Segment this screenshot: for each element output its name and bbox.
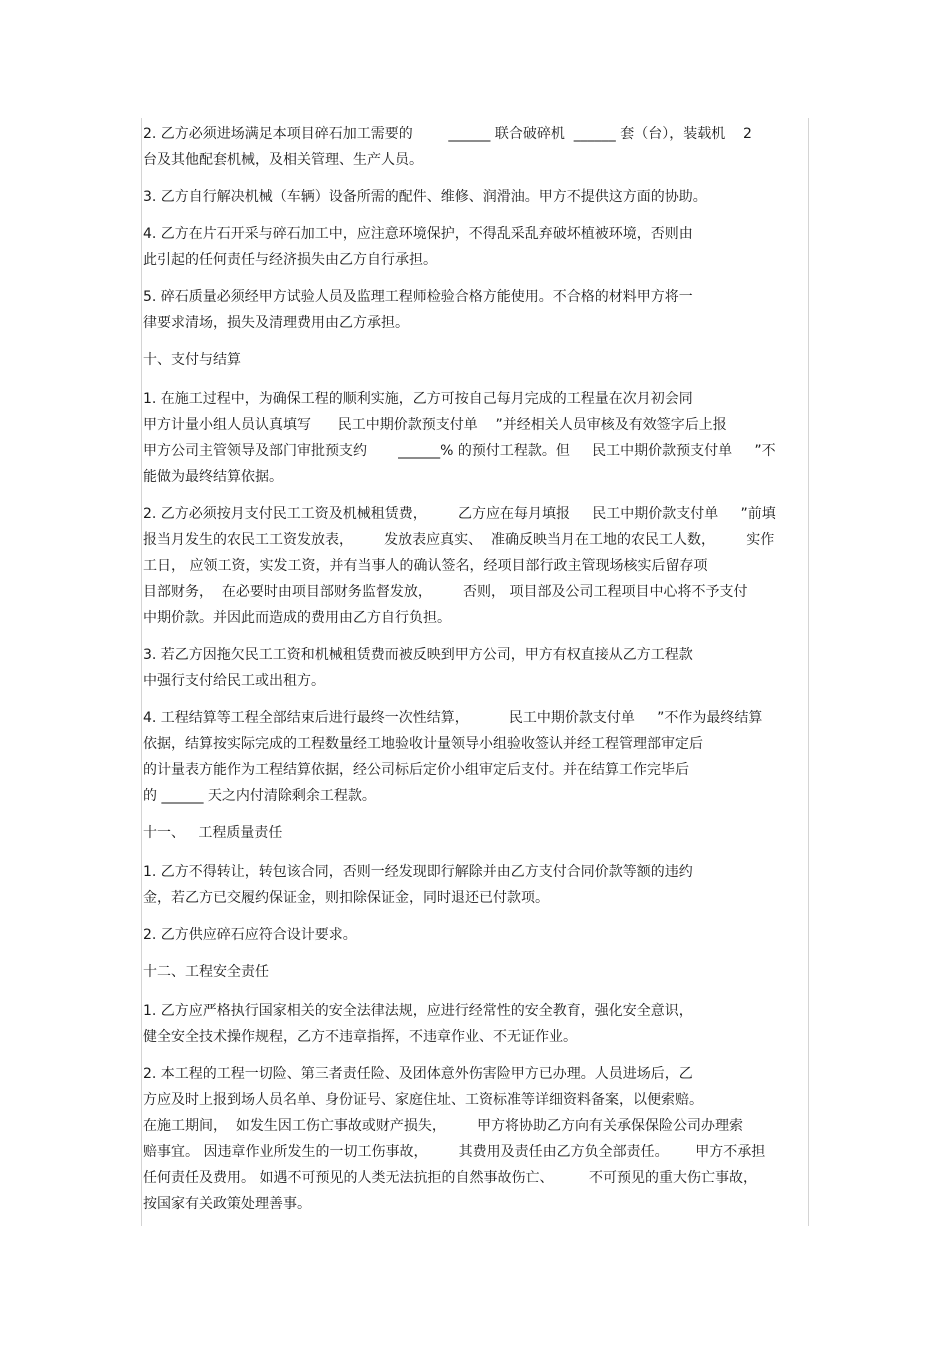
text-line: 报当月发生的农民工工资发放表， 发放表应真实、 准确反映当月在工地的农民工人数， 实作 [143,532,775,548]
clause-paragraph [143,705,805,809]
text-line: 4. 工程结算等工程全部结束后进行最终一次性结算， 民工中期价款支付单 ”不作为最终结算 [143,710,763,726]
clause-paragraph [143,642,805,694]
section-heading [143,347,805,373]
text-line: 任何责任及费用。 如遇不可预见的人类无法抗拒的自然事故伤亡、 不可预见的重大伤亡事故， [143,1170,758,1186]
document-body [143,121,805,1228]
text-line: 健全安全技术操作规程，乙方不违章指挥，不违章作业、不无证作业。 [143,1029,577,1045]
text-line: 金，若乙方已交履约保证金，则扣除保证金，同时退还已付款项。 [143,890,549,906]
section-heading [143,959,805,985]
text-line: 2. 乙方必须进场满足本项目碎石加工需要的 ______ 联合破碎机 ______ 套（台），装载机 2 [143,126,752,142]
text-line: 2. 乙方必须按月支付民工工资及机械租赁费， 乙方应在每月填报 民工中期价款支付单 ”前填 [143,506,776,522]
section-heading [143,820,805,846]
clause-paragraph [143,121,805,173]
text-line: 依据，结算按实际完成的工程数量经工地验收计量领导小组验收签认并经工程管理部审定后 [143,736,703,752]
clause-paragraph [143,859,805,911]
text-line: 工日， 应领工资，实发工资，并有当事人的确认签名，经项目部行政主管现场核实后留存项 [143,558,708,574]
text-line: 台及其他配套机械，及相关管理、生产人员。 [143,152,423,168]
text-line: 律要求清场，损失及清理费用由乙方承担。 [143,315,409,331]
text-line: 目部财务， 在必要时由项目部财务监督发放， 否则， 项目部及公司工程项目中心将不予支付 [143,584,748,600]
text-line: 按国家有关政策处理善事。 [143,1196,311,1212]
clause-paragraph [143,184,805,210]
clause-paragraph [143,998,805,1050]
text-line: 能做为最终结算依据。 [143,469,283,485]
clause-paragraph [143,221,805,273]
text-line: 十、支付与结算 [143,352,241,368]
text-line: 2. 本工程的工程一切险、第三者责任险、及团体意外伤害险甲方已办理。人员进场后，乙 [143,1066,693,1082]
text-line: 甲方计量小组人员认真填写 民工中期价款预支付单 ”并经相关人员审核及有效签字后上报 [143,417,727,433]
clause-paragraph [143,1061,805,1217]
text-line: 中强行支付给民工或出租方。 [143,673,325,689]
text-line: 5. 碎石质量必须经甲方试验人员及监理工程师检验合格方能使用。不合格的材料甲方将一 [143,289,693,305]
text-line: 4. 乙方在片石开采与碎石加工中，应注意环境保护，不得乱采乱弃破坏植被环境，否则由 [143,226,693,242]
text-line: 1. 在施工过程中，为确保工程的顺利实施，乙方可按自己每月完成的工程量在次月初会同 [143,391,693,407]
text-line: 方应及时上报到场人员名单、身份证号、家庭住址、工资标准等详细资料备案，以便索赔。 [143,1092,703,1108]
text-line: 2. 乙方供应碎石应符合设计要求。 [143,927,357,943]
clause-paragraph [143,501,805,631]
text-line: 的 ______ 天之内付清除剩余工程款。 [143,788,376,804]
text-line: 3. 若乙方因拖欠民工工资和机械租赁费而被反映到甲方公司，甲方有权直接从乙方工程款 [143,647,693,663]
clause-paragraph [143,386,805,490]
clause-paragraph [143,922,805,948]
text-line: 赔事宜。 因违章作业所发生的一切工伤事故， 其费用及责任由乙方负全部责任。 甲方不承担 [143,1144,766,1160]
text-line: 3. 乙方自行解决机械（车辆）设备所需的配件、维修、润滑油。甲方不提供这方面的协助。 [143,189,707,205]
text-line: 的计量表方能作为工程结算依据，经公司标后定价小组审定后支付。并在结算工作完毕后 [143,762,689,778]
text-line: 甲方公司主管领导及部门审批预支约 ______% 的预付工程款。但 民工中期价款预支付单 ”不 [143,443,776,459]
clause-paragraph [143,284,805,336]
text-line: 1. 乙方不得转让，转包该合同，否则一经发现即行解除并由乙方支付合同价款等额的违约 [143,864,693,880]
text-line: 十一、 工程质量责任 [143,825,283,841]
text-line: 中期价款。并因此而造成的费用由乙方自行负担。 [143,610,451,626]
text-line: 1. 乙方应严格执行国家相关的安全法律法规，应进行经常性的安全教育，强化安全意识， [143,1003,693,1019]
text-line: 在施工期间， 如发生因工伤亡事故或财产损失， 甲方将协助乙方向有关承保保险公司办理索 [143,1118,744,1134]
text-line: 此引起的任何责任与经济损失由乙方自行承担。 [143,252,437,268]
text-line: 十二、工程安全责任 [143,964,269,980]
